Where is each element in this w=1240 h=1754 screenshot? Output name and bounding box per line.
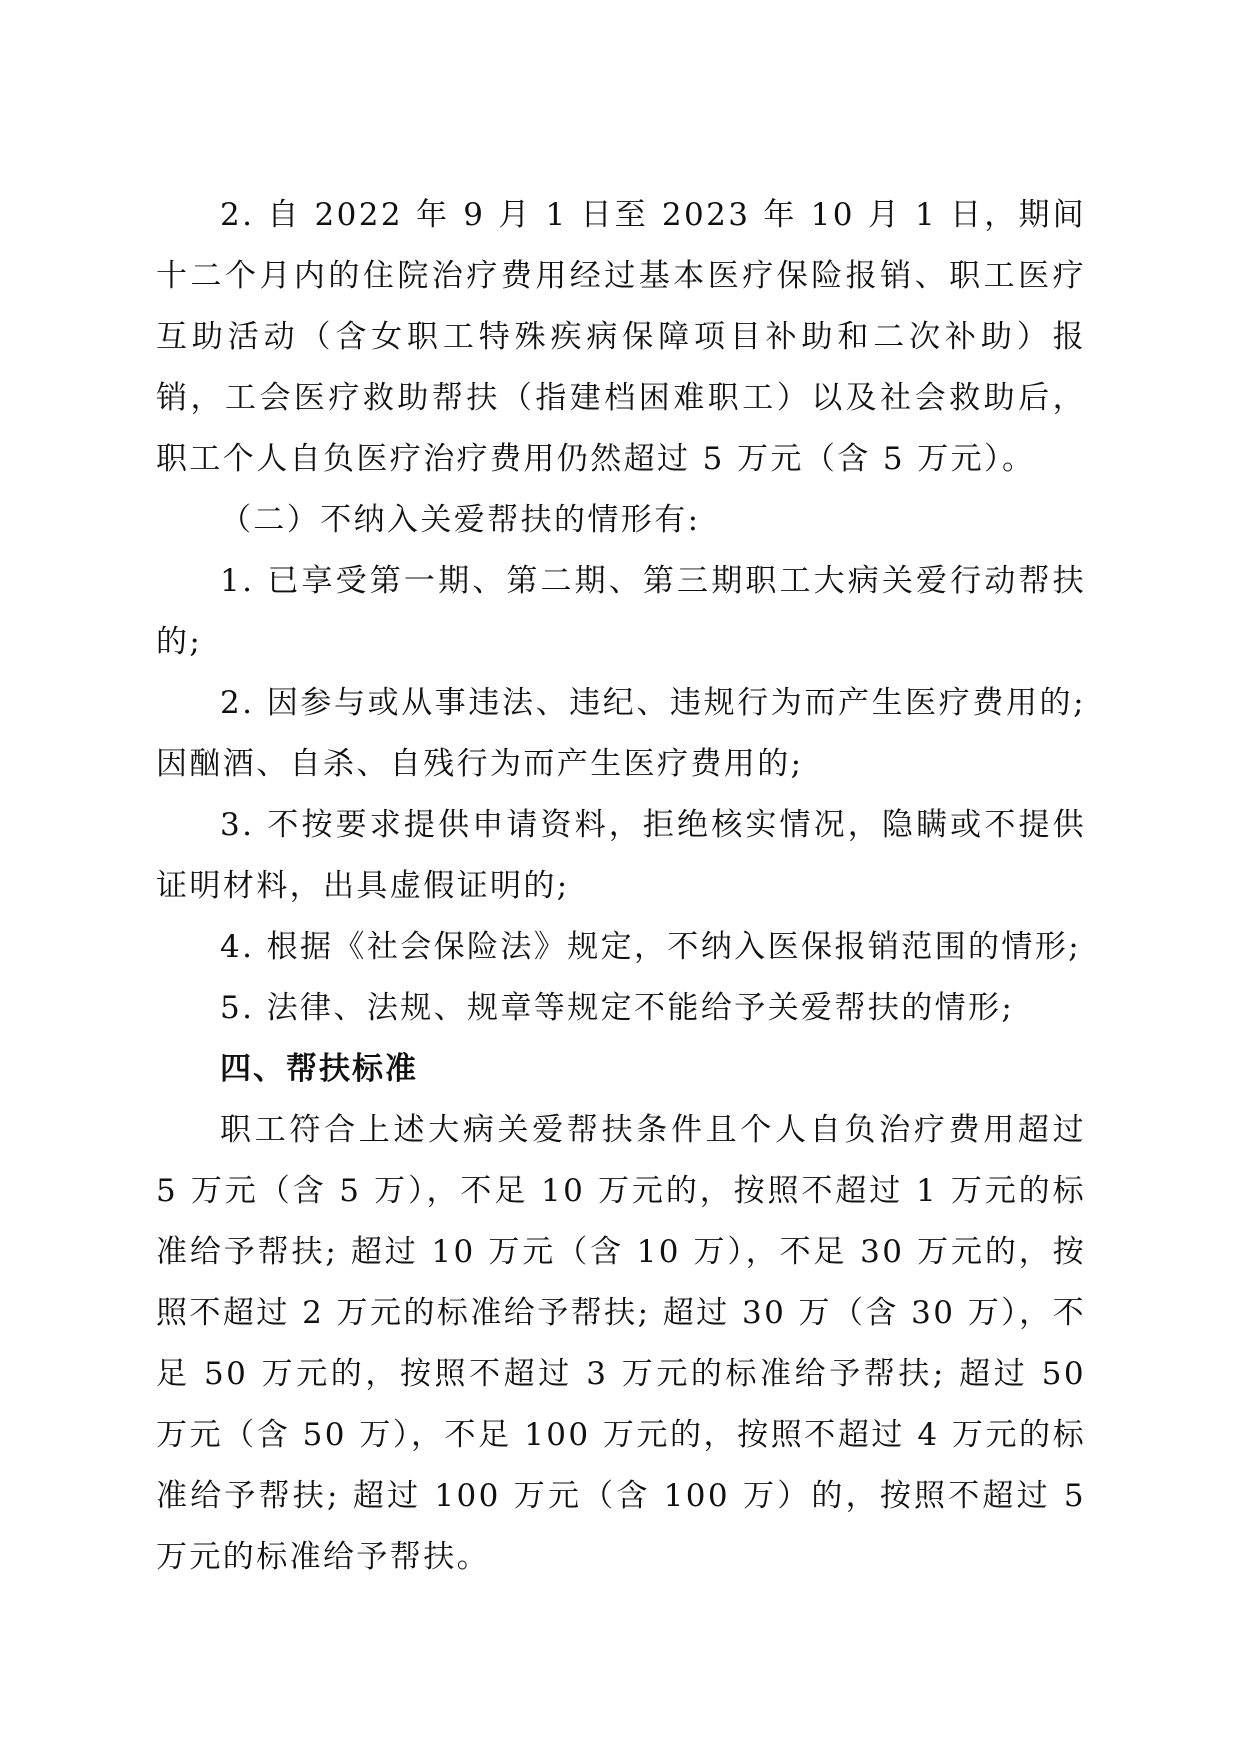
paragraph-standards: 职工符合上述大病关爱帮扶条件且个人自负治疗费用超过 5 万元（含 5 万），不足 10 万元的，按照不超过 1 万元的标准给予帮扶; 超过 10 万元（含 10 万），不足 30 万元的，按照不超过 2 万元的标准给予帮扶; 超过 30 万（含 30 万），不足 50 万元的，按照不超过 3 万元的标准给予帮扶; 超过 50 万元（含 50 万），不足 100 万元的，按照不超过 4 万元的标准给予帮扶; 超过 100 万元（含 100 万）的，按照不超过 5 万元的标准给予帮扶。	[156, 1112, 1086, 1575]
paragraph-exclusion-4: 4. 根据《社会保险法》规定，不纳入医保报销范围的情形;	[220, 929, 1082, 965]
paragraph-exclusion-5: 5. 法律、法规、规章等规定不能给予关爱帮扶的情形;	[220, 990, 1015, 1026]
paragraph-eligibility-2: 2. 自 2022 年 9 月 1 日至 2023 年 10 月 1 日，期间十二个月内的住院治疗费用经过基本医疗保险报销、职工医疗互助活动（含女职工特殊疾病保障项目补助和二次补助）报销，工会医疗救助帮扶（指建档困难职工）以及社会救助后，职工个人自负医疗治疗费用仍然超过 5 万元（含 5 万元）。	[156, 197, 1086, 477]
paragraph-exclusion-3: 3. 不按要求提供申请资料，拒绝核实情况，隐瞒或不提供证明材料，出具虚假证明的;	[156, 807, 1086, 904]
section-heading-standards: 四、帮扶标准	[220, 1051, 418, 1087]
paragraph-exclusion-intro: （二）不纳入关爱帮扶的情形有:	[220, 502, 701, 538]
paragraph-exclusion-1: 1. 已享受第一期、第二期、第三期职工大病关爱行动帮扶的;	[156, 563, 1086, 660]
document-body	[156, 185, 1086, 1588]
paragraph-exclusion-2: 2. 因参与或从事违法、违纪、违规行为而产生医疗费用的; 因酗酒、自杀、自残行为而产生医疗费用的;	[156, 685, 1086, 782]
